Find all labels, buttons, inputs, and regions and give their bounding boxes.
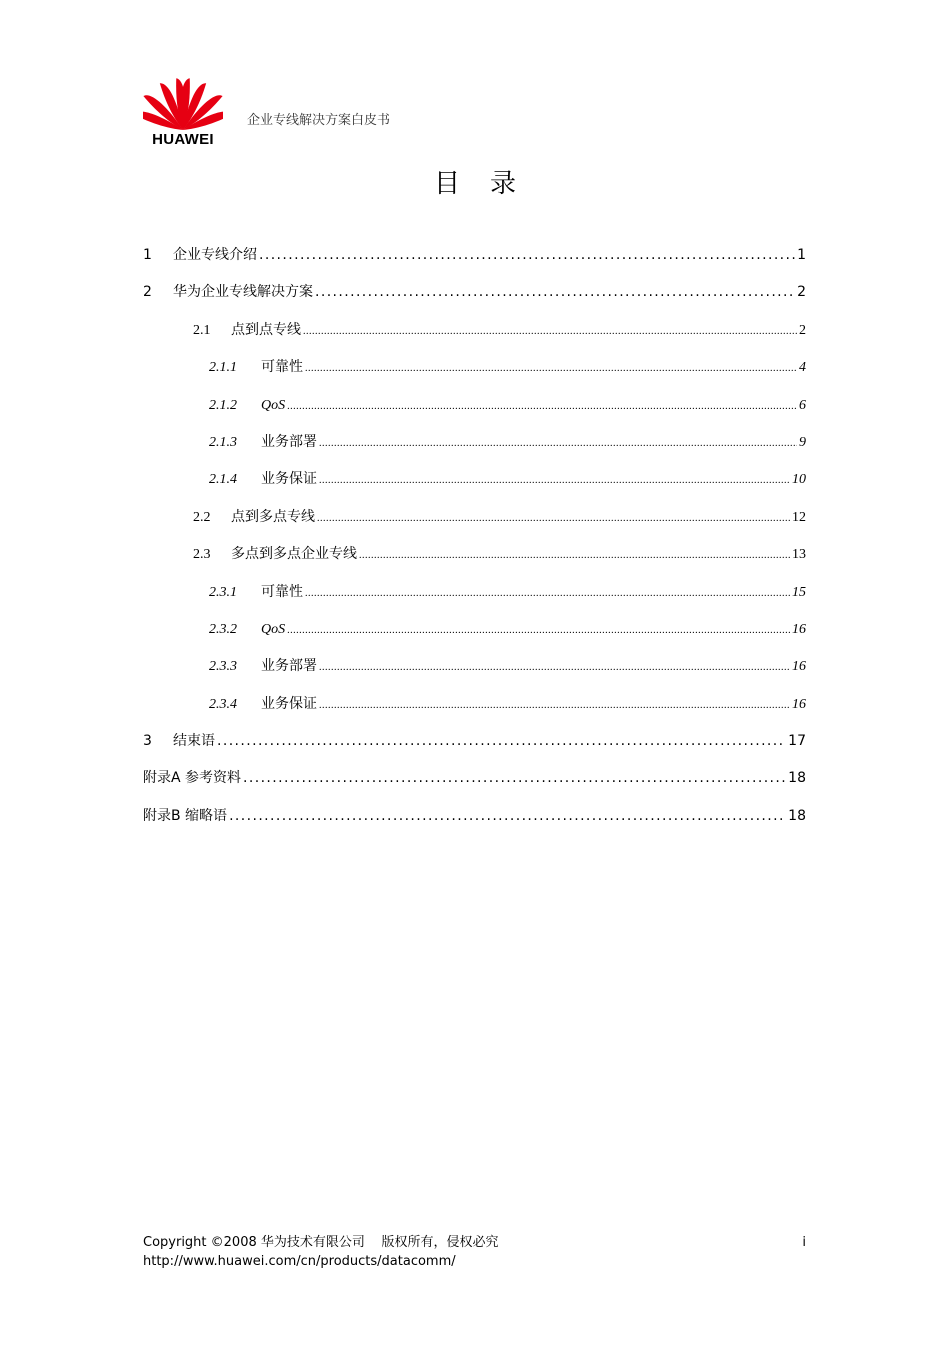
toc-entry-title: 点到多点专线 xyxy=(231,509,315,525)
toc-entry-number: 2.2 xyxy=(193,509,211,525)
toc-entry[interactable] xyxy=(143,611,806,648)
toc-entry-number: 1 xyxy=(143,247,152,263)
toc-entry-title: 可靠性 xyxy=(261,360,303,376)
dot-leader xyxy=(319,649,790,686)
dot-leader xyxy=(305,350,797,387)
toc-entry-number: 2.3 xyxy=(193,547,211,563)
toc-entry-page: 10 xyxy=(792,472,806,488)
toc-entry-title: 附录B 缩略语 xyxy=(143,807,228,824)
toc-entry-number: 2.3.4 xyxy=(209,696,237,712)
footer-url-link[interactable]: http://www.huawei.com/cn/products/datacomm/ xyxy=(143,1254,456,1269)
table-of-contents xyxy=(143,237,806,835)
dot-leader xyxy=(359,537,790,574)
dot-leader xyxy=(319,687,790,724)
page-number: i xyxy=(802,1235,806,1250)
toc-entry-title: QoS xyxy=(261,397,286,413)
toc-entry[interactable] xyxy=(143,312,806,349)
toc-entry-number: 2.1 xyxy=(193,322,211,338)
toc-entry-title: 华为企业专线解决方案 xyxy=(173,284,313,301)
dot-leader xyxy=(319,425,797,462)
toc-entry-page: 13 xyxy=(792,547,806,563)
dot-leader xyxy=(259,237,795,274)
toc-entry-title: 可靠性 xyxy=(261,584,303,600)
toc-entry-page: 16 xyxy=(792,659,806,675)
toc-entry[interactable] xyxy=(143,574,806,611)
page-footer xyxy=(143,1233,806,1271)
toc-entry-number: 2.1.1 xyxy=(209,360,237,376)
toc-entry[interactable] xyxy=(143,760,806,797)
dot-leader xyxy=(287,612,790,649)
toc-entry-title: 业务保证 xyxy=(261,696,317,712)
toc-entry[interactable] xyxy=(143,349,806,386)
toc-entry-title: 结束语 xyxy=(173,733,215,750)
rights-text: 版权所有，侵权必究 xyxy=(381,1235,499,1250)
dot-leader xyxy=(317,500,790,537)
dot-leader xyxy=(229,798,786,835)
toc-entry-number: 2.3.3 xyxy=(209,659,237,675)
toc-entry-title: 点到点专线 xyxy=(231,322,301,338)
toc-entry-title: 业务保证 xyxy=(261,472,317,488)
toc-entry-number: 2.1.2 xyxy=(209,397,237,413)
dot-leader xyxy=(287,388,797,425)
dot-leader xyxy=(217,723,786,760)
toc-entry[interactable] xyxy=(143,798,806,835)
toc-entry-title: 业务部署 xyxy=(261,434,317,450)
toc-entry-title: 业务部署 xyxy=(261,659,317,675)
dot-leader xyxy=(243,760,786,797)
toc-heading: 目录 xyxy=(433,169,546,199)
toc-entry-number: 2.3.2 xyxy=(209,621,237,637)
toc-entry[interactable] xyxy=(143,461,806,498)
toc-entry[interactable] xyxy=(143,499,806,536)
toc-entry-page: 1 xyxy=(797,247,806,263)
huawei-petals-icon xyxy=(143,68,223,132)
toc-entry-number: 2.1.3 xyxy=(209,434,237,450)
toc-entry-title: 多点到多点企业专线 xyxy=(231,547,357,563)
toc-entry[interactable] xyxy=(143,237,806,274)
toc-entry[interactable] xyxy=(143,648,806,685)
toc-entry[interactable] xyxy=(143,424,806,461)
toc-entry-page: 16 xyxy=(792,621,806,637)
toc-entry[interactable] xyxy=(143,723,806,760)
toc-entry-title: 附录A 参考资料 xyxy=(143,770,242,787)
toc-entry-page: 2 xyxy=(799,322,806,338)
toc-entry[interactable] xyxy=(143,387,806,424)
dot-leader xyxy=(315,274,795,311)
toc-entry-page: 9 xyxy=(799,434,806,450)
toc-entry-number: 2 xyxy=(143,284,152,301)
toc-entry[interactable] xyxy=(143,536,806,573)
dot-leader xyxy=(305,575,790,612)
toc-entry-page: 16 xyxy=(792,696,806,712)
toc-entry-page: 18 xyxy=(788,807,806,824)
toc-entry-number: 3 xyxy=(143,733,152,750)
logo-wordmark: HUAWEI xyxy=(152,131,214,148)
toc-entry-title: 企业专线介绍 xyxy=(173,247,257,263)
toc-entry-page: 15 xyxy=(792,584,806,600)
toc-entry-number: 2.1.4 xyxy=(209,472,237,488)
toc-entry-page: 2 xyxy=(797,284,806,301)
toc-entry[interactable] xyxy=(143,274,806,311)
toc-entry-title: QoS xyxy=(261,621,286,637)
toc-entry[interactable] xyxy=(143,686,806,723)
toc-entry-page: 17 xyxy=(788,733,806,750)
dot-leader xyxy=(319,462,790,499)
document-title: 企业专线解决方案白皮书 xyxy=(247,113,391,128)
toc-entry-page: 4 xyxy=(799,360,806,376)
toc-entry-page: 18 xyxy=(788,770,806,787)
toc-entry-page: 6 xyxy=(799,397,806,413)
copyright-text: Copyright ©2008 xyxy=(143,1235,257,1250)
company-name: 华为技术有限公司 xyxy=(260,1235,365,1250)
dot-leader xyxy=(303,313,797,350)
toc-entry-number: 2.3.1 xyxy=(209,584,237,600)
toc-entry-page: 12 xyxy=(792,509,806,525)
